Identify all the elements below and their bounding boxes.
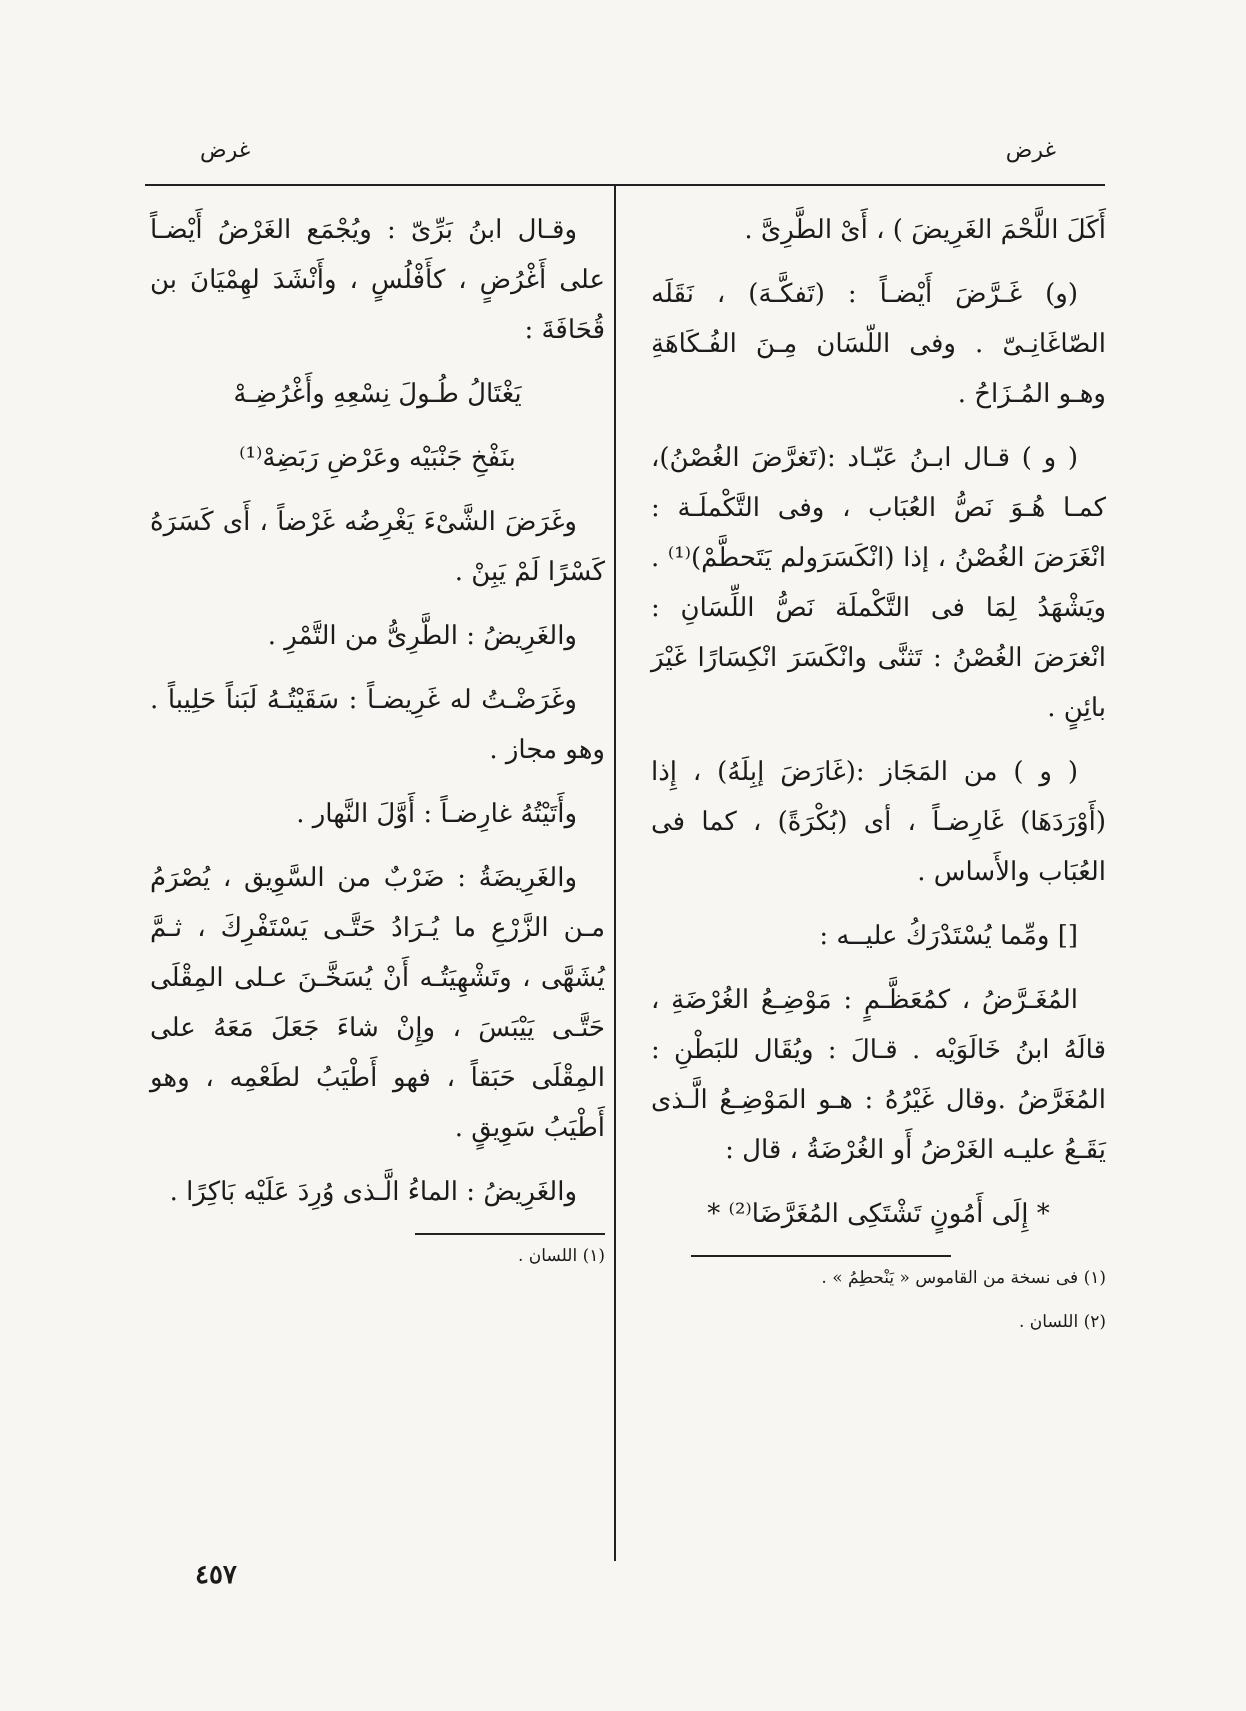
- footnote-right: (٢) اللسان .: [1019, 1312, 1106, 1332]
- footnote-right: (١) فى نسخة من القاموس « يَنْحطِمُ » .: [821, 1268, 1106, 1288]
- left-paragraph: وغَرَضْـتُ له غَرِيضـاً : سَقَيْتُـهُ لَبَناً حَلِيباً . وهو مجاز .: [150, 685, 605, 765]
- left-paragraph: وأَتَيْتُهُ غارِضـاً : أَوَّلَ النَّهار .: [296, 799, 577, 829]
- footnote-rule-right: [691, 1255, 951, 1257]
- footnote-left: (١) اللسان .: [518, 1246, 605, 1266]
- left-verse: بنَفْخِ جَنْبَيْه وعَرْضِ رَبَضِهْ⁽¹⁾: [239, 443, 516, 473]
- right-paragraph: (و) غَـرَّضَ أَيْضـاً : (تَفكَّـهَ) ، نَقَلَه الصّاغَانِـىّ . وفى اللّسَان مِـنَ الفُـكَاهَةِ وهـو المُـزَاحُ .: [651, 279, 1106, 409]
- column-divider: [614, 186, 616, 1561]
- right-paragraph: [] ومِّما يُسْتَدْرَكُ عليــه :: [819, 921, 1078, 951]
- page-number: ٤٥٧: [195, 1560, 237, 1590]
- left-paragraph: والغَرِيضَةُ : ضَرْبٌ من السَّوِيق ، يُصْرَمُ مـن الزَّرْعِ ما يُـرَادُ حَتَّـى يَسْتَفْرِكَ ، ثـمَّ يُشَهَّى ، وتَشْهِيَتُـه أَنْ يُسَخَّـنَ عـلى المِقْلَى حَتَّـى يَيْبَسَ ، وإِنْ شاءَ جَعَلَ مَعَهُ على المِقْلَى حَبَقاً ، فهو أَطْيَبُ لطَعْمِه ، وهو أَطْيَبُ سَوِيقٍ .: [150, 863, 605, 1143]
- right-paragraph: ( و ) قـال ابـنُ عَبّـاد :(تَغرَّضَ الغُصْنُ)، كمـا هُـوَ نَصُّ العُبَاب ، وفى التَّكْملَـة : انْغَرَضَ الغُصْنُ ، إذا (انْكَسَرَولم يَتَحطَّمْ)⁽¹⁾ . ويَشْهَدُ لِمَا فى التَّكْملَة نَصُّ اللِّسَانِ : انْغرَضَ الغُصْنُ : تَثنَّى وانْكَسَرَ انْكِسَارًا غَيْرَ بائِنٍ .: [651, 443, 1106, 723]
- right-paragraph: أَكَلَ اللَّحْمَ الغَرِيضَ ) ، أَىْ الطَّرِىَّ .: [744, 215, 1106, 245]
- left-verse: يَغْتَالُ طُـولَ نِسْعِهِ وأَغْرُضِـهْ: [233, 379, 522, 409]
- left-paragraph: وقـال ابنُ بَرِّىّ : ويُجْمَع الغَرْضُ أَيْضـاً على أَغْرُضٍ ، كأَفْلُسٍ ، وأَنْشَدَ لهِمْيَانَ بن قُحَافَةَ :: [150, 215, 605, 345]
- left-paragraph: والغَرِيضُ : الطَّرِىُّ من التَّمْرِ .: [267, 621, 577, 651]
- left-paragraph: وغَرَضَ الشَّىْءَ يَغْرِضُه غَرْضاً ، أَى كَسَرَهُ كَسْرًا لَمْ يَبِنْ .: [150, 507, 605, 587]
- right-paragraph: المُغَـرَّضُ ، كمُعَظَّـمٍ : مَوْضِـعُ الغُرْضَةِ ، قالَهُ ابنُ خَالَوَيْه . قـالَ : ويُقَال للبَطْنِ : المُغَرَّضُ .وقال غَيْرُهُ : هـو المَوْضِـعُ الَّـذى يَقَـعُ عليـه الغَرْضُ أَو الغُرْضَةُ ، قال :: [651, 985, 1106, 1165]
- header-word-left: غرض: [200, 138, 251, 163]
- left-paragraph: والغَرِيضُ : الماءُ الَّـذى وُرِدَ عَلَيْه بَاكِرًا .: [169, 1177, 577, 1207]
- right-column: [651, 205, 1106, 1351]
- footnote-rule-left: [415, 1233, 605, 1235]
- right-verse: * إِلَى أَمُونٍ تَشْتَكِى المُغَرَّضَا⁽²⁾ *: [707, 1199, 1050, 1229]
- top-rule: [145, 184, 1105, 186]
- right-paragraph: ( و ) من المَجَاز :(غَارَضَ إبِلَهُ) ، إِذا (أَوْرَدَهَا) غَارِضـاً ، أى (بُكْرَةً) ، كما فى العُبَاب والأَساس .: [651, 757, 1106, 887]
- header-word-right: غرض: [1005, 138, 1056, 163]
- left-column: [150, 205, 605, 1285]
